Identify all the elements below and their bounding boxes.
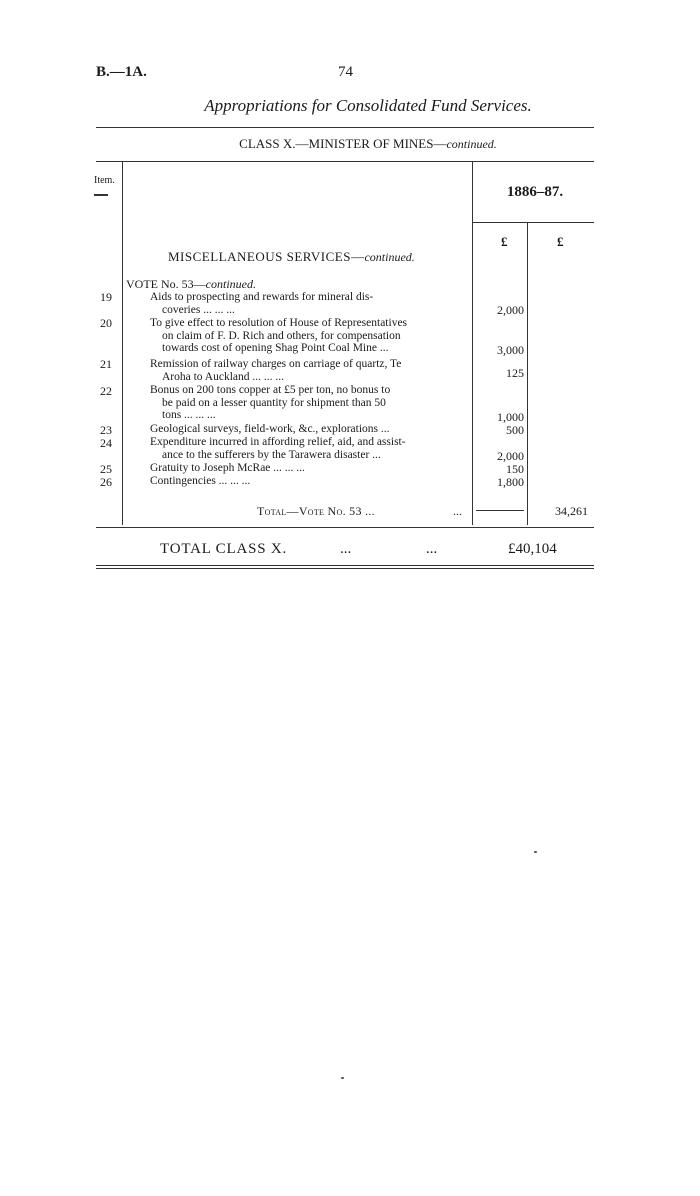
- item-number: 24: [100, 436, 112, 450]
- item-number: 20: [100, 316, 112, 330]
- item-underline: [94, 194, 108, 196]
- description-line: Remission of railway charges on carriage of quartz, Te: [150, 358, 402, 370]
- year-rule: [472, 222, 594, 223]
- total-class-value: £40,104: [508, 541, 557, 557]
- description-line: be paid on a lesser quantity for shipment than 50: [162, 396, 386, 409]
- description-line: coveries ... ... ...: [162, 303, 235, 316]
- description-line: Gratuity to Joseph McRae ... ... ...: [150, 462, 305, 474]
- description-line: Expenditure incurred in affording relief, aid, and assist-: [150, 436, 406, 448]
- item-description: [150, 462, 468, 475]
- total-class-label: TOTAL CLASS X.: [160, 541, 288, 557]
- item-amount: 2,000: [497, 303, 524, 317]
- description-line: towards cost of opening Shag Point Coal Mine ...: [162, 342, 389, 354]
- subtotal-rule: [476, 510, 524, 511]
- item-amount: 1,000: [497, 410, 524, 424]
- vote-label: [126, 277, 256, 292]
- description-column-divider: [472, 161, 473, 525]
- item-amount: 3,000: [497, 343, 524, 357]
- currency-symbol-col2: £: [557, 234, 564, 249]
- item-number: 22: [100, 384, 112, 398]
- page-number: 74: [338, 64, 353, 80]
- table-bottom-rule: [96, 527, 594, 528]
- description-line: Aroha to Auckland ... ... ...: [162, 370, 285, 383]
- item-amount: 500: [506, 423, 524, 437]
- title-rule: [96, 127, 594, 128]
- description-line: tons ... ... ...: [162, 409, 216, 421]
- footer-rule-2: [96, 568, 594, 569]
- item-amount: 1,800: [497, 475, 524, 489]
- amount-column-divider: [527, 222, 528, 525]
- total-vote-value: 34,261: [555, 504, 588, 518]
- item-amount: 150: [506, 462, 524, 476]
- item-description: [150, 423, 468, 436]
- item-description: [150, 436, 468, 461]
- item-column-label: Item.: [94, 175, 115, 186]
- page-title: Appropriations for Consolidated Fund Services.: [204, 96, 532, 115]
- class-heading-suffix: continued.: [446, 137, 497, 151]
- item-number: 21: [100, 357, 112, 371]
- item-amount: 125: [506, 366, 524, 380]
- section-title-suffix: continued.: [364, 250, 415, 264]
- currency-symbol-col1: £: [501, 234, 508, 249]
- leader-dots: ...: [426, 541, 438, 557]
- total-vote-label: Total—Vote No. 53 ...: [257, 504, 375, 518]
- description-line: To give effect to resolution of House of Representatives: [150, 317, 408, 329]
- description-line: Bonus on 200 tons copper at £5 per ton, no bonus to: [150, 384, 391, 396]
- item-number: 25: [100, 462, 112, 476]
- item-number: 26: [100, 475, 112, 489]
- item-description: [150, 475, 468, 488]
- description-line: on claim of F. D. Rich and others, for compensation: [162, 329, 401, 342]
- item-number: 19: [100, 290, 112, 304]
- item-description: [150, 291, 468, 316]
- footer-rule-1: [96, 565, 594, 566]
- item-amount: 2,000: [497, 449, 524, 463]
- fiscal-year: 1886–87.: [506, 184, 564, 200]
- item-description: [150, 358, 468, 383]
- description-line: Aids to prospecting and rewards for mineral dis-: [150, 291, 374, 303]
- class-heading-text: CLASS X.—MINISTER OF MINES—: [239, 136, 447, 151]
- description-line: Contingencies ... ... ...: [150, 475, 251, 487]
- document-code: B.—1A.: [96, 64, 147, 80]
- class-heading: [0, 136, 700, 152]
- vote-label-text: VOTE No. 53—: [126, 277, 206, 291]
- scan-speck: [534, 851, 537, 853]
- section-title-text: MISCELLANEOUS SERVICES—: [168, 249, 365, 264]
- total-vote-dots: ...: [453, 504, 462, 518]
- leader-dots: ...: [340, 541, 352, 557]
- description-line: ance to the sufferers by the Tarawera disaster ...: [162, 448, 381, 461]
- scan-speck: [341, 1077, 344, 1079]
- vote-label-suffix: continued.: [205, 277, 256, 291]
- section-title: [168, 249, 415, 265]
- table-top-rule: [96, 161, 594, 162]
- item-number: 23: [100, 423, 112, 437]
- description-line: Geological surveys, field-work, &c., explorations ...: [150, 423, 390, 435]
- item-description: [150, 384, 468, 422]
- item-description: [150, 317, 468, 355]
